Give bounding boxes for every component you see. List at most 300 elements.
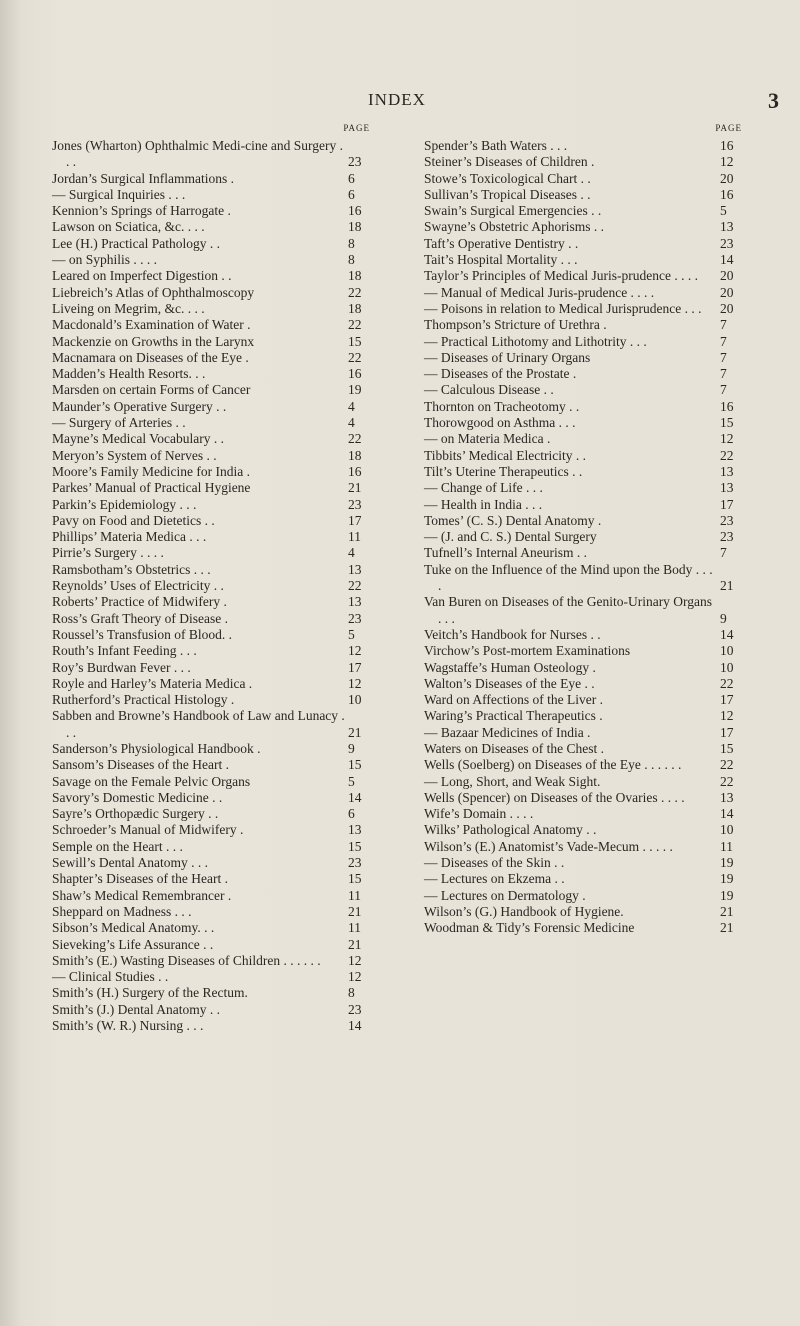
- index-column-right: [424, 123, 744, 937]
- index-entry-page: 16: [720, 398, 734, 414]
- index-entry-title: Leared on Imperfect Digestion . .: [52, 268, 232, 284]
- index-column-left: [52, 123, 372, 1034]
- index-entry: [52, 643, 372, 659]
- index-entry: [424, 708, 744, 724]
- index-entry-page: 5: [348, 626, 355, 642]
- index-entry-page: 14: [720, 626, 734, 642]
- index-entry-page: 7: [720, 349, 727, 365]
- index-entry-title: Smith’s (E.) Wasting Diseases of Children . . . . . .: [52, 952, 321, 968]
- index-entry-page: 23: [348, 1001, 362, 1017]
- index-entry: [52, 268, 372, 284]
- index-entry-page: 22: [720, 757, 734, 773]
- index-entry-title: Sullivan’s Tropical Diseases . .: [424, 186, 591, 202]
- index-entry-title: Semple on the Heart . . .: [52, 838, 183, 854]
- index-entry-page: 22: [348, 349, 362, 365]
- index-entry-title: Walton’s Diseases of the Eye . .: [424, 675, 595, 691]
- index-entry-page: 20: [720, 300, 734, 316]
- index-entry-page: 17: [720, 724, 734, 740]
- index-entry: [52, 985, 372, 1001]
- index-entry: [424, 301, 744, 317]
- index-entry-title: Tait’s Hospital Mortality . . .: [424, 252, 578, 268]
- index-entry-page: 18: [348, 268, 362, 284]
- index-entry: [52, 692, 372, 708]
- index-entry-page: 11: [348, 887, 361, 903]
- index-entry-title: Royle and Harley’s Materia Medica .: [52, 675, 253, 691]
- index-entry: [52, 236, 372, 252]
- index-entry-page: 5: [720, 203, 727, 219]
- index-entry: [52, 529, 372, 545]
- index-entry-title: Reynolds’ Uses of Electricity . .: [52, 578, 224, 594]
- page-column-label: PAGE: [343, 123, 370, 133]
- index-entry-page: 13: [720, 219, 734, 235]
- index-entry: [424, 268, 744, 284]
- index-entry-title: Wife’s Domain . . . .: [424, 806, 534, 822]
- index-entry-page: 12: [348, 952, 362, 968]
- index-entry-page: 23: [720, 512, 734, 528]
- index-entry-page: 7: [720, 545, 727, 561]
- index-entry: [52, 301, 372, 317]
- index-entry-title: — Poisons in relation to Medical Jurisprudence . . .: [424, 300, 702, 316]
- index-entry: [52, 448, 372, 464]
- index-entry-page: 16: [720, 138, 734, 153]
- index-entry: [52, 415, 372, 431]
- index-entry: [424, 399, 744, 415]
- index-entry: [52, 366, 372, 382]
- index-entry-title: — Bazaar Medicines of India .: [424, 724, 591, 740]
- index-entry: [52, 627, 372, 643]
- index-entry-page: 13: [720, 463, 734, 479]
- index-entry-page: 12: [348, 643, 362, 659]
- index-entry-page: 16: [348, 366, 362, 382]
- index-entry-title: — Health in India . . .: [424, 496, 543, 512]
- index-entry-page: 15: [348, 871, 362, 887]
- index-entry-title: Tufnell’s Internal Aneurism . .: [424, 545, 587, 561]
- index-entry-title: — Lectures on Dermatology .: [424, 887, 586, 903]
- index-entry-page: 17: [348, 659, 362, 675]
- index-entry-page: 6: [348, 806, 355, 822]
- index-entry-title: Phillips’ Materia Medica . . .: [52, 529, 207, 545]
- index-entry-title: Ross’s Graft Theory of Disease .: [52, 610, 228, 626]
- index-entry-title: — Clinical Studies . .: [52, 969, 169, 985]
- index-entry-title: Stowe’s Toxicological Chart . .: [424, 170, 591, 186]
- index-entry: [52, 1002, 372, 1018]
- index-entry-title: Wilson’s (E.) Anatomist’s Vade-Mecum . . . . .: [424, 838, 673, 854]
- index-entry-page: 22: [720, 773, 734, 789]
- index-entry-title: — Diseases of the Skin . .: [424, 855, 565, 871]
- index-entry-title: — Practical Lithotomy and Lithotrity . . .: [424, 333, 647, 349]
- index-entry-page: 9: [348, 740, 355, 756]
- index-entry-title: — Surgical Inquiries . . .: [52, 186, 186, 202]
- index-entry-title: Smith’s (H.) Surgery of the Rectum.: [52, 985, 248, 1001]
- index-entry: [424, 382, 744, 398]
- index-entry-title: Taft’s Operative Dentistry . .: [424, 235, 579, 251]
- index-entry-title: Steiner’s Diseases of Children .: [424, 154, 595, 170]
- index-entry-title: — Manual of Medical Juris-prudence . . . .: [424, 284, 655, 300]
- index-entry-title: Sayre’s Orthopædic Surgery . .: [52, 806, 219, 822]
- index-entry-page: 22: [720, 447, 734, 463]
- index-entry-page: 17: [720, 496, 734, 512]
- index-entry-title: Maunder’s Operative Surgery . .: [52, 398, 227, 414]
- index-entry: [52, 219, 372, 235]
- index-entry-page: 8: [348, 985, 355, 1001]
- index-entry-page: 12: [720, 154, 734, 170]
- index-entry-title: Wilks’ Pathological Anatomy . .: [424, 822, 597, 838]
- index-entry: [424, 285, 744, 301]
- index-entry: [52, 138, 372, 171]
- index-entry: [424, 334, 744, 350]
- index-entry-page: 14: [348, 789, 362, 805]
- index-entry-page: 15: [720, 415, 734, 431]
- index-entry: [52, 790, 372, 806]
- index-entry: [52, 855, 372, 871]
- index-entry: [424, 643, 744, 659]
- index-entry-title: Mayne’s Medical Vocabulary . .: [52, 431, 224, 447]
- page-title: INDEX: [368, 90, 426, 109]
- index-entry-title: Parkin’s Epidemiology . . .: [52, 496, 197, 512]
- index-entry-page: 18: [348, 300, 362, 316]
- index-entry: [52, 676, 372, 692]
- index-entry-title: Virchow’s Post-mortem Examinations: [424, 643, 631, 659]
- index-entry: [424, 497, 744, 513]
- index-entry-page: 11: [348, 529, 361, 545]
- index-entry: [52, 611, 372, 627]
- index-entry-page: 21: [348, 936, 362, 952]
- index-entry-page: 19: [720, 855, 734, 871]
- index-entry: [424, 660, 744, 676]
- index-entry-page: 23: [720, 235, 734, 251]
- index-entry: [424, 920, 744, 936]
- index-entry-title: Roy’s Burdwan Fever . . .: [52, 659, 191, 675]
- index-entry: [424, 822, 744, 838]
- index-entry-title: Pirrie’s Surgery . . . .: [52, 545, 164, 561]
- index-entry-page: 12: [720, 708, 734, 724]
- index-entry: [52, 171, 372, 187]
- index-entry: [52, 871, 372, 887]
- index-entry-title: Thornton on Tracheotomy . .: [424, 398, 580, 414]
- index-entry: [52, 317, 372, 333]
- index-entry-title: Sibson’s Medical Anatomy. . .: [52, 920, 215, 936]
- index-entry: [52, 252, 372, 268]
- index-entry-title: Routh’s Infant Feeding . . .: [52, 643, 197, 659]
- index-entry-title: — Diseases of the Prostate .: [424, 366, 577, 382]
- index-entry-page: 21: [720, 920, 734, 936]
- index-entry-title: Wells (Spencer) on Diseases of the Ovaries . . . .: [424, 789, 685, 805]
- index-entry: [424, 350, 744, 366]
- index-entry: [424, 545, 744, 561]
- index-entry: [424, 806, 744, 822]
- index-entry: [424, 203, 744, 219]
- index-entry-page: 8: [348, 252, 355, 268]
- index-entry: [424, 594, 744, 627]
- index-entry: [52, 334, 372, 350]
- index-entry-page: 7: [720, 366, 727, 382]
- index-entry: [52, 562, 372, 578]
- index-entry: [424, 464, 744, 480]
- index-entry-title: Kennion’s Springs of Harrogate .: [52, 203, 231, 219]
- index-entry: [424, 692, 744, 708]
- index-entry: [52, 774, 372, 790]
- index-entry-title: Sansom’s Diseases of the Heart .: [52, 757, 229, 773]
- index-entry: [52, 350, 372, 366]
- index-entry: [424, 627, 744, 643]
- index-entry: [52, 806, 372, 822]
- index-entry: [424, 855, 744, 871]
- index-entry: [424, 904, 744, 920]
- index-entry-page: 12: [720, 431, 734, 447]
- index-entry-title: Liebreich’s Atlas of Ophthalmoscopy: [52, 284, 255, 300]
- index-entry-page: 15: [348, 333, 362, 349]
- index-entry-page: 16: [720, 186, 734, 202]
- index-entry-page: 23: [348, 610, 362, 626]
- index-entry-page: 23: [348, 855, 362, 871]
- index-entry-title: Sewill’s Dental Anatomy . . .: [52, 855, 208, 871]
- index-entry: [424, 219, 744, 235]
- index-entry-page: 14: [720, 806, 734, 822]
- index-entry-title: Macdonald’s Examination of Water .: [52, 317, 251, 333]
- index-entry-title: Thorowgood on Asthma . . .: [424, 415, 576, 431]
- index-entry: [424, 790, 744, 806]
- index-entry-title: Sanderson’s Physiological Handbook .: [52, 740, 261, 756]
- index-entry-title: Shapter’s Diseases of the Heart .: [52, 871, 228, 887]
- index-entry: [52, 399, 372, 415]
- index-entry-title: Taylor’s Principles of Medical Juris-prudence . . . .: [424, 268, 698, 284]
- index-entry-title: — (J. and C. S.) Dental Surgery: [424, 529, 597, 545]
- index-entry: [424, 415, 744, 431]
- index-entry-page: 15: [720, 740, 734, 756]
- index-entry-title: Jones (Wharton) Ophthalmic Medi-cine and Surgery . . .: [52, 138, 344, 170]
- index-entry-title: Lawson on Sciatica, &c. . . .: [52, 219, 205, 235]
- index-entry-title: Waters on Diseases of the Chest .: [424, 740, 604, 756]
- index-entry-title: Smith’s (J.) Dental Anatomy . .: [52, 1001, 220, 1017]
- index-entry-page: 12: [348, 675, 362, 691]
- index-entry: [424, 480, 744, 496]
- page-column-label: PAGE: [715, 123, 742, 133]
- index-entry-title: Marsden on certain Forms of Cancer: [52, 382, 251, 398]
- index-entry-page: 22: [348, 431, 362, 447]
- index-entry-page: 16: [348, 203, 362, 219]
- index-entry-page: 22: [720, 675, 734, 691]
- index-entry-page: 23: [720, 529, 734, 545]
- index-entry: [52, 1018, 372, 1034]
- index-entry-page: 13: [348, 594, 362, 610]
- index-entry: [52, 187, 372, 203]
- index-entry-page: 9: [720, 610, 727, 626]
- index-entry-page: 13: [348, 822, 362, 838]
- index-entry-title: Parkes’ Manual of Practical Hygiene: [52, 480, 251, 496]
- index-entry-page: 13: [720, 789, 734, 805]
- index-entry: [52, 969, 372, 985]
- index-entry: [52, 578, 372, 594]
- index-entry-page: 15: [348, 757, 362, 773]
- index-entry-title: Ramsbotham’s Obstetrics . . .: [52, 561, 211, 577]
- index-entry: [424, 757, 744, 773]
- index-entry-title: Ward on Affections of the Liver .: [424, 692, 603, 708]
- index-entry-title: Moore’s Family Medicine for India .: [52, 463, 250, 479]
- index-entry: [424, 171, 744, 187]
- index-entry: [52, 464, 372, 480]
- index-entry: [424, 741, 744, 757]
- index-entry-page: 7: [720, 333, 727, 349]
- index-entry-page: 19: [348, 382, 362, 398]
- index-entry: [52, 513, 372, 529]
- index-entry-page: 18: [348, 219, 362, 235]
- index-entry-page: 21: [720, 903, 734, 919]
- index-entry-page: 14: [720, 252, 734, 268]
- index-entry-title: Swain’s Surgical Emergencies . .: [424, 203, 602, 219]
- index-entry-title: Wagstaffe’s Human Osteology .: [424, 659, 596, 675]
- index-entry-title: — Surgery of Arteries . .: [52, 415, 186, 431]
- index-entry: [52, 757, 372, 773]
- index-entry-page: 17: [348, 512, 362, 528]
- index-entry-title: Rutherford’s Practical Histology .: [52, 692, 235, 708]
- index-entry: [52, 920, 372, 936]
- index-entry: [52, 708, 372, 741]
- index-entry-title: Thompson’s Stricture of Urethra .: [424, 317, 607, 333]
- index-entry: [52, 822, 372, 838]
- index-entry-title: Lee (H.) Practical Pathology . .: [52, 235, 220, 251]
- index-entry: [424, 676, 744, 692]
- index-entry-title: — on Syphilis . . . .: [52, 252, 158, 268]
- index-entry-page: 7: [720, 317, 727, 333]
- index-entry-page: 4: [348, 398, 355, 414]
- index-entry-page: 22: [348, 317, 362, 333]
- index-entry-page: 21: [348, 903, 362, 919]
- index-entry-page: 4: [348, 545, 355, 561]
- index-entry-title: Savage on the Female Pelvic Organs: [52, 773, 251, 789]
- index-entry-title: Meryon’s System of Nerves . .: [52, 447, 217, 463]
- page-number: 3: [768, 88, 779, 113]
- index-entry: [52, 937, 372, 953]
- index-entry-page: 13: [348, 561, 362, 577]
- index-entry-title: Roussel’s Transfusion of Blood. .: [52, 626, 233, 642]
- page-header: [0, 90, 800, 120]
- index-entry-page: 11: [348, 920, 361, 936]
- index-entry-page: 8: [348, 235, 355, 251]
- index-entry: [52, 545, 372, 561]
- index-entry-title: Woodman & Tidy’s Forensic Medicine: [424, 920, 635, 936]
- index-entry-title: — Lectures on Ekzema . .: [424, 871, 565, 887]
- index-entry-page: 5: [348, 773, 355, 789]
- index-entry: [52, 480, 372, 496]
- index-entry: [424, 154, 744, 170]
- index-entry-page: 10: [720, 822, 734, 838]
- index-entry-page: 14: [348, 1018, 362, 1034]
- index-entry-title: Sabben and Browne’s Handbook of Law and Lunacy . . .: [52, 708, 345, 740]
- index-entry: [52, 431, 372, 447]
- index-entry-title: — Calculous Disease . .: [424, 382, 554, 398]
- index-entry-page: 21: [348, 724, 362, 740]
- index-entry-page: 12: [348, 969, 362, 985]
- index-entry-page: 22: [348, 284, 362, 300]
- index-entry-title: Savory’s Domestic Medicine . .: [52, 789, 223, 805]
- index-entry-page: 21: [720, 578, 734, 594]
- index-entry-title: Tilt’s Uterine Therapeutics . .: [424, 463, 583, 479]
- index-entry: [424, 529, 744, 545]
- index-entry: [424, 448, 744, 464]
- index-entry-title: Smith’s (W. R.) Nursing . . .: [52, 1018, 204, 1034]
- index-entry-page: 20: [720, 170, 734, 186]
- index-entry-title: Swayne’s Obstetric Aphorisms . .: [424, 219, 604, 235]
- index-entry: [424, 774, 744, 790]
- index-entry: [424, 431, 744, 447]
- index-entry-title: Waring’s Practical Therapeutics .: [424, 708, 603, 724]
- index-entry: [52, 660, 372, 676]
- index-entry-page: 19: [720, 871, 734, 887]
- index-entry: [52, 382, 372, 398]
- index-entry-title: Veitch’s Handbook for Nurses . .: [424, 626, 601, 642]
- index-entry: [52, 839, 372, 855]
- index-entry: [424, 138, 744, 154]
- index-entry-title: Wells (Soelberg) on Diseases of the Eye . . . . . .: [424, 757, 682, 773]
- index-entry-page: 23: [348, 496, 362, 512]
- index-entry-page: 11: [720, 838, 733, 854]
- index-entry-page: 6: [348, 186, 355, 202]
- index-entry: [424, 888, 744, 904]
- index-entry-title: Jordan’s Surgical Inflammations .: [52, 170, 234, 186]
- index-entry: [52, 953, 372, 969]
- index-entry-page: 20: [720, 284, 734, 300]
- index-entry-title: Sieveking’s Life Assurance . .: [52, 936, 214, 952]
- index-entry-title: Shaw’s Medical Remembrancer .: [52, 887, 232, 903]
- index-entry-page: 21: [348, 480, 362, 496]
- index-entry-title: — Long, Short, and Weak Sight.: [424, 773, 601, 789]
- index-entry-title: Mackenzie on Growths in the Larynx: [52, 333, 255, 349]
- index-entry-page: 15: [348, 838, 362, 854]
- index-entry-page: 17: [720, 692, 734, 708]
- index-entry-title: Roberts’ Practice of Midwifery .: [52, 594, 227, 610]
- index-entry-title: Madden’s Health Resorts. . .: [52, 366, 206, 382]
- index-entry-page: 16: [348, 463, 362, 479]
- index-entry: [424, 871, 744, 887]
- index-entry-page: 10: [348, 692, 362, 708]
- index-entry-title: — on Materia Medica .: [424, 431, 551, 447]
- index-entry-page: 20: [720, 268, 734, 284]
- index-entry-title: Wilson’s (G.) Handbook of Hygiene.: [424, 903, 624, 919]
- index-entry: [424, 317, 744, 333]
- index-entry: [424, 187, 744, 203]
- index-entry-title: Spender’s Bath Waters . . .: [424, 138, 568, 153]
- index-entry: [424, 252, 744, 268]
- index-entry-title: Van Buren on Diseases of the Genito-Urinary Organs . . .: [424, 594, 713, 626]
- index-entry-page: 7: [720, 382, 727, 398]
- index-entry-page: 22: [348, 578, 362, 594]
- index-entry: [52, 594, 372, 610]
- index-entry: [52, 203, 372, 219]
- index-entry: [52, 285, 372, 301]
- index-entry-title: Pavy on Food and Dietetics . .: [52, 512, 215, 528]
- index-entry-title: Schroeder’s Manual of Midwifery .: [52, 822, 244, 838]
- index-entry-title: Sheppard on Madness . . .: [52, 903, 192, 919]
- index-entry: [424, 839, 744, 855]
- index-entry-page: 18: [348, 447, 362, 463]
- index-entry-page: 6: [348, 170, 355, 186]
- index-entry-page: 23: [348, 154, 362, 170]
- index-entry: [424, 366, 744, 382]
- index-entry: [424, 725, 744, 741]
- index-entry-page: 4: [348, 415, 355, 431]
- index-entry-page: 10: [720, 659, 734, 675]
- index-entry-title: Macnamara on Diseases of the Eye .: [52, 349, 249, 365]
- index-entry: [424, 236, 744, 252]
- index-entry-title: — Diseases of Urinary Organs: [424, 349, 591, 365]
- index-entry: [52, 904, 372, 920]
- index-entry-page: 10: [720, 643, 734, 659]
- index-entry: [52, 741, 372, 757]
- index-entry-title: Liveing on Megrim, &c. . . .: [52, 300, 205, 316]
- index-entry: [52, 888, 372, 904]
- index-entry: [424, 513, 744, 529]
- index-entry-page: 13: [720, 480, 734, 496]
